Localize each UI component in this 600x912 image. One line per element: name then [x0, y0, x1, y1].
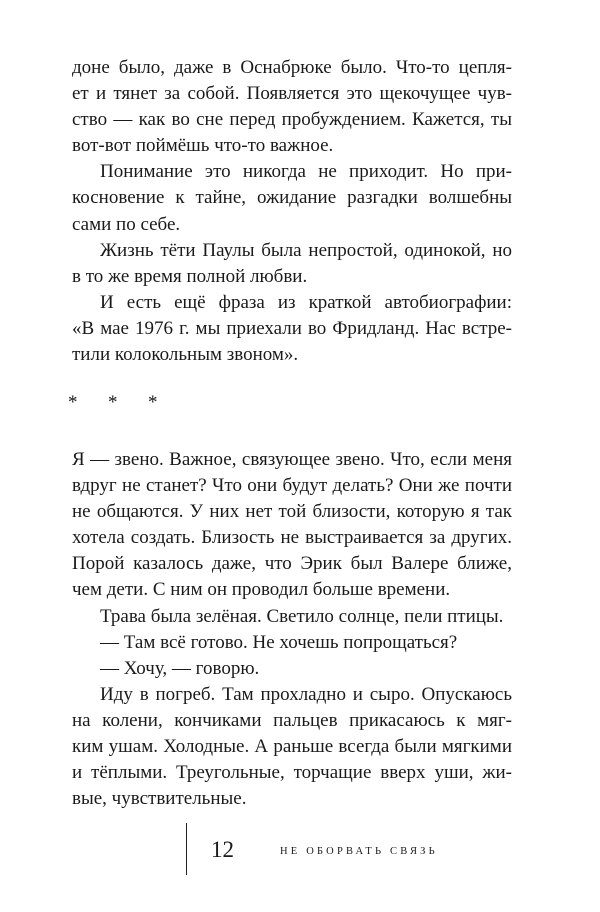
text-line: Иду в погреб. Там прохладно и сыро. Опускаюсь	[100, 683, 512, 705]
text-line: тили колокольным звоном».	[72, 344, 299, 366]
text-line: косновение к тайне, ожидание разгадки волшебны	[72, 187, 512, 209]
text-line: Я — звено. Важное, связующее звено. Что, если меня	[72, 449, 512, 470]
asterisk: *	[148, 392, 158, 413]
section-separator	[68, 392, 188, 414]
text-line: ство — как во сне перед пробуждением. Кажется, ты	[72, 109, 512, 131]
text-line: сами по себе.	[72, 213, 181, 235]
text-line: хотела создать. Близость не выстраивается за других.	[72, 527, 512, 549]
text-line: Трава была зелёная. Светило солнце, пели птицы.	[100, 605, 504, 627]
text-line: чем дети. С ним он проводил больше времени.	[72, 579, 451, 601]
text-line: вые, чувствительные.	[72, 788, 247, 810]
text-line: — Хочу, — говорю.	[100, 657, 260, 679]
running-title: НЕ ОБОРВАТЬ СВЯЗЬ	[280, 846, 438, 857]
asterisk: *	[108, 392, 118, 413]
text-line: доне было, даже в Оснабрюке было. Что-то цепля-	[72, 57, 512, 78]
text-line: Порой казалось даже, что Эрик был Валере ближе,	[72, 553, 512, 575]
text-line: в то же время полной любви.	[72, 265, 308, 287]
footer-divider	[186, 823, 187, 875]
asterisk: *	[68, 392, 78, 413]
text-line: и тёплыми. Треугольные, торчащие вверх уши, жи-	[72, 762, 512, 784]
text-line: Жизнь тёти Паулы была непростой, одинокой, но	[100, 239, 512, 261]
text-line: ет и тянет за собой. Появляется это щекочущее чув-	[72, 83, 512, 105]
text-line: «В мае 1976 г. мы приехали во Фридланд. Нас встре-	[72, 317, 512, 339]
page-number: 12	[211, 837, 234, 862]
text-line: ким ушам. Холодные. А раньше всегда были мягкими	[72, 736, 512, 758]
text-line: на колени, кончиками пальцев прикасаюсь к мяг-	[72, 709, 512, 731]
text-line: вдруг не станет? Что они будут делать? Они же почти	[72, 475, 512, 497]
text-section-top	[72, 55, 512, 368]
text-line: не общаются. У них нет той близости, которую я так	[72, 501, 512, 523]
text-line: И есть ещё фраза из краткой автобиографии:	[100, 291, 512, 313]
text-section-bottom	[72, 447, 512, 812]
text-line: — Там всё готово. Не хочешь попрощаться?	[100, 631, 458, 653]
text-line: вот-вот поймёшь что-то важное.	[72, 135, 334, 157]
text-line: Понимание это никогда не приходит. Но при-	[100, 161, 512, 183]
